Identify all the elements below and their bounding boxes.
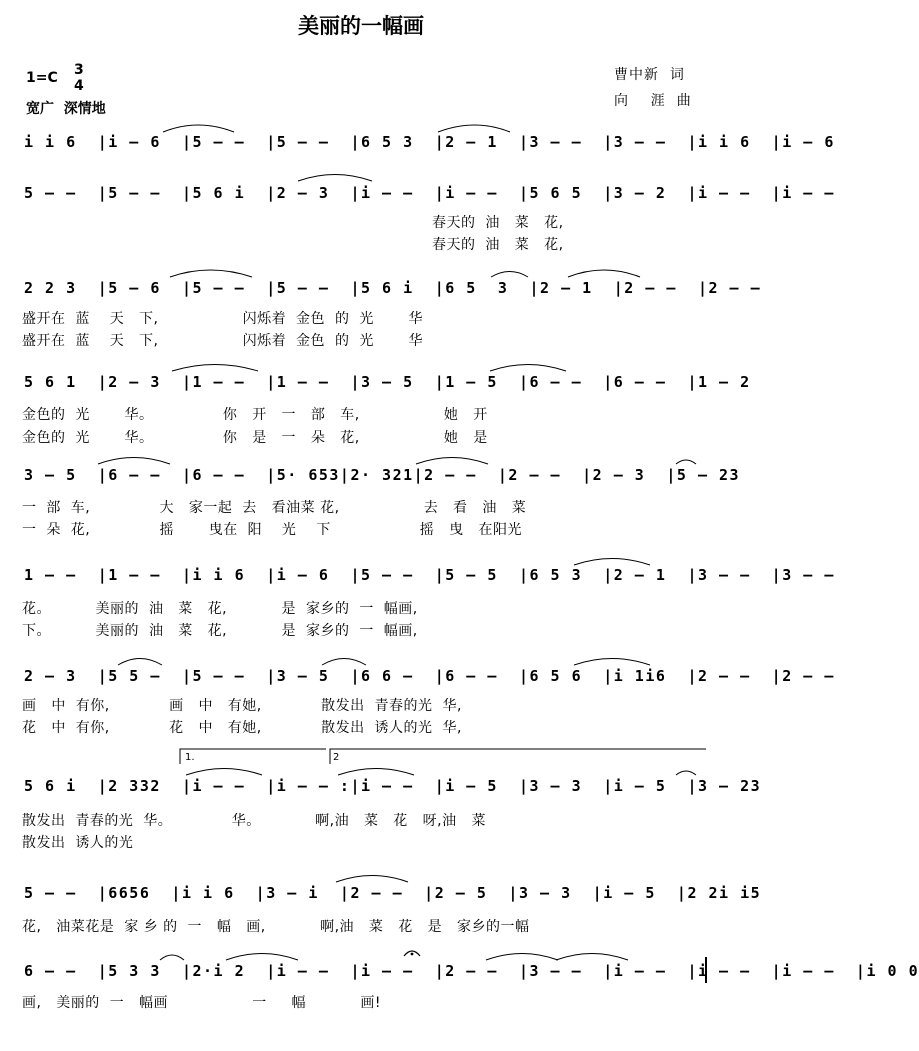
tie-arc <box>170 270 252 277</box>
second-ending-label: 2 <box>333 752 340 763</box>
system-5-notes: 3 – 5 |6 – – |6 – – |5· 653|2· 321|2 – – |2 – – |2 – 3 |5 – 23 <box>24 466 741 484</box>
slur-arc <box>676 771 696 775</box>
system-3-lyric-verse-1: 盛开在 蓝 天 下, 闪烁着 金色 的 光 华 <box>22 311 424 327</box>
time-signature-numerator: 3 <box>74 62 84 78</box>
tie-arc <box>298 175 372 182</box>
system-2-lyric-verse-2: 春天的 油 菜 花, <box>432 237 564 253</box>
system-6-lyric-verse-1: 花。 美丽的 油 菜 花, 是 家乡的 一 幅画, <box>22 601 418 617</box>
key-signature: 1=C <box>26 70 58 86</box>
tie-arc <box>416 458 488 465</box>
tie-arc <box>574 559 650 566</box>
system-3-lyric-verse-2: 盛开在 蓝 天 下, 闪烁着 金色 的 光 华 <box>22 333 424 349</box>
slur-arc <box>491 272 528 278</box>
tie-arc <box>163 125 234 132</box>
tie-arc <box>98 458 170 465</box>
system-1-notes: i i 6 |i – 6 |5 – – |5 – – |6 5 3 |2 – 1 |3 – – |3 – – |i i 6 |i – 6 <box>24 133 835 151</box>
first-ending-label: 1. <box>185 752 195 763</box>
system-2-lyric-verse-1: 春天的 油 菜 花, <box>432 215 564 231</box>
volta-brackets <box>180 749 706 764</box>
system-7-notes: 2 – 3 |5 5 – |5 – – |3 – 5 |6 6 – |6 – – |6 5 6 |i 1i6 |2 – – |2 – – <box>24 667 835 685</box>
tie-arc <box>490 365 566 372</box>
system-4-notes: 5 6 1 |2 – 3 |1 – – |1 – – |3 – 5 |1 – 5 |6 – – |6 – – |1 – 2 <box>24 373 751 391</box>
system-5-lyric-verse-2: 一 朵 花, 摇 曳在 阳 光 下 摇 曳 在阳光 <box>22 522 523 538</box>
system-9-notes: 5 – – |6656 |i i 6 |3 – i |2 – – |2 – 5 |3 – 3 |i – 5 |2 2i i5 <box>24 884 762 902</box>
lyricist-credit: 曹中新 词 <box>614 67 685 83</box>
slur-arc <box>676 460 696 464</box>
tie-arc <box>336 876 408 883</box>
system-7-lyric-verse-1: 画 中 有你, 画 中 有她, 散发出 青春的光 华, <box>22 698 462 714</box>
second-ending-bracket <box>330 749 706 764</box>
composer-credit: 向 涯 曲 <box>614 93 692 109</box>
tie-arc <box>322 659 366 666</box>
system-9-lyric: 花, 油菜花是 家 乡 的 一 幅 画, 啊,油 菜 花 是 家乡的一幅 <box>22 919 530 935</box>
tie-arc <box>438 125 510 132</box>
system-4-lyric-verse-2: 金色的 光 华。 你 是 一 朵 花, 她 是 <box>22 430 488 446</box>
system-6-notes: 1 – – |1 – – |i i 6 |i – 6 |5 – – |5 – 5 |6 5 3 |2 – 1 |3 – – |3 – – <box>24 566 835 584</box>
system-2-notes: 5 – – |5 – – |5 6 i |2 – 3 |i – – |i – – |5 6 5 |3 – 2 |i – – |i – – <box>24 184 835 202</box>
tie-arc <box>118 659 162 666</box>
system-4-lyric-verse-1: 金色的 光 华。 你 开 一 部 车, 她 开 <box>22 407 488 423</box>
system-8-lyric-verse-1: 散发出 青春的光 华。 华。 啊,油 菜 花 呀,油 菜 <box>22 813 486 829</box>
time-signature-denominator: 4 <box>74 78 84 94</box>
system-10-notes: 6 – – |5 3 3 |2·i 2 |i – – |i – – |2 – – |3 – – |i – – |i – – |i – – |i 0 0 <box>24 962 919 980</box>
system-8-notes: 5 6 i |2 332 |i – – |i – – :|i – – |i – 5 |3 – 3 |i – 5 |3 – 23 <box>24 777 762 795</box>
system-3-notes: 2 2 3 |5 – 6 |5 – – |5 – – |5 6 i |6 5 3 |2 – 1 |2 – – |2 – – <box>24 279 762 297</box>
system-7-lyric-verse-2: 花 中 有你, 花 中 有她, 散发出 诱人的光 华, <box>22 720 462 736</box>
tie-arc <box>338 769 414 776</box>
first-ending-bracket <box>180 749 326 764</box>
tie-arc <box>486 954 558 961</box>
system-10-lyric: 画, 美丽的 一 幅画 一 幅 画! <box>22 995 382 1011</box>
song-title: 美丽的一幅画 <box>298 14 424 38</box>
tie-arc <box>556 954 628 961</box>
system-5-lyric-verse-1: 一 部 车, 大 家一起 去 看油菜 花, 去 看 油 菜 <box>22 500 527 516</box>
tie-arc <box>568 270 640 277</box>
system-8-lyric-verse-2: 散发出 诱人的光 <box>22 835 134 851</box>
tie-arc <box>172 365 258 372</box>
tie-arc <box>186 769 262 776</box>
system-6-lyric-verse-2: 下。 美丽的 油 菜 花, 是 家乡的 一 幅画, <box>22 623 418 639</box>
tempo-marking: 宽广 深情地 <box>26 101 106 117</box>
tie-arc <box>574 659 650 666</box>
slur-arc <box>160 955 184 960</box>
tie-arc <box>226 954 298 961</box>
fermata-icon <box>404 951 420 956</box>
